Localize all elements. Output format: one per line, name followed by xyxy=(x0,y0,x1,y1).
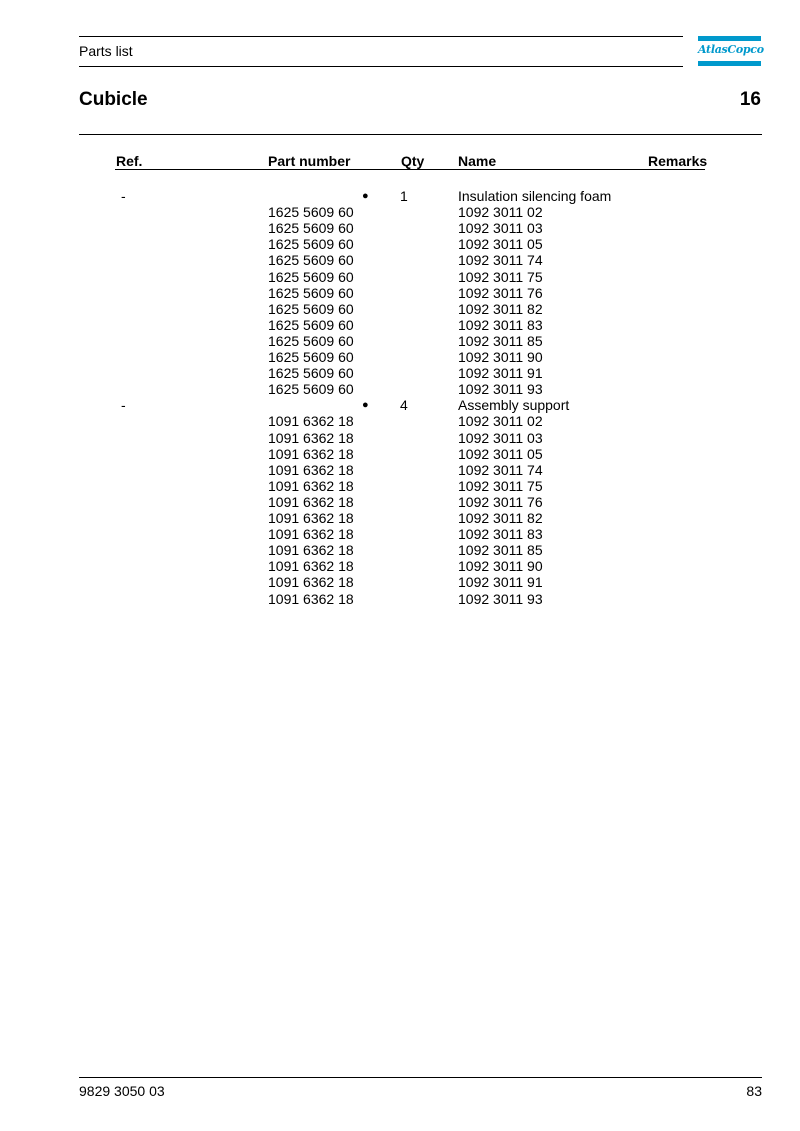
table-row xyxy=(0,285,800,301)
table-row xyxy=(0,558,800,574)
row-name: 1092 3011 91 xyxy=(458,574,543,591)
row-part-number: 1625 5609 60 xyxy=(268,381,354,398)
table-row xyxy=(0,462,800,478)
row-part-number: 1625 5609 60 xyxy=(268,220,354,237)
section-number: 16 xyxy=(739,89,761,110)
row-part-number: 1625 5609 60 xyxy=(268,316,354,333)
table-row xyxy=(0,510,800,526)
logo-text: AtlasCopco xyxy=(698,43,764,56)
row-name: Assembly support xyxy=(458,397,570,414)
row-ref: - xyxy=(121,188,126,204)
footer-rule xyxy=(79,1077,762,1078)
row-part-number: 1091 6362 18 xyxy=(268,493,354,510)
table-row xyxy=(0,188,800,204)
row-bullet: ● xyxy=(362,190,369,202)
table-row xyxy=(0,494,800,510)
column-header-ref: Ref. xyxy=(116,153,143,169)
row-part-number: 1091 6362 18 xyxy=(268,558,354,575)
header-label: Parts list xyxy=(79,43,133,59)
row-name: 1092 3011 91 xyxy=(458,365,543,382)
header-rule-bottom xyxy=(79,66,683,67)
table-row xyxy=(0,591,800,607)
row-part-number: 1091 6362 18 xyxy=(268,445,354,462)
row-part-number: 1625 5609 60 xyxy=(268,236,354,253)
row-name: 1092 3011 02 xyxy=(458,413,543,430)
row-name: 1092 3011 93 xyxy=(458,590,543,607)
row-part-number: 1091 6362 18 xyxy=(268,510,354,526)
row-name: 1092 3011 83 xyxy=(458,526,543,543)
row-qty: 1 xyxy=(400,188,408,204)
table-row xyxy=(0,526,800,542)
table-row xyxy=(0,446,800,462)
row-part-number: 1625 5609 60 xyxy=(268,204,354,221)
table-row xyxy=(0,413,800,429)
row-name: 1092 3011 76 xyxy=(458,493,543,510)
row-name: 1092 3011 82 xyxy=(458,510,543,526)
header-rule-top xyxy=(79,36,683,37)
table-row xyxy=(0,220,800,236)
row-ref: - xyxy=(121,397,126,414)
row-part-number: 1625 5609 60 xyxy=(268,365,354,382)
column-header-remarks: Remarks xyxy=(648,153,708,169)
row-name: 1092 3011 90 xyxy=(458,349,543,365)
row-part-number: 1625 5609 60 xyxy=(268,268,354,285)
atlas-copco-logo xyxy=(698,36,764,66)
title-rule xyxy=(79,134,762,135)
table-row xyxy=(0,430,800,446)
table-row xyxy=(0,349,800,365)
row-name: 1092 3011 03 xyxy=(458,220,543,237)
table-row xyxy=(0,365,800,381)
row-name: 1092 3011 05 xyxy=(458,236,543,253)
table-row xyxy=(0,478,800,494)
table-row xyxy=(0,236,800,252)
row-name: 1092 3011 74 xyxy=(458,461,543,478)
row-part-number: 1091 6362 18 xyxy=(268,413,354,430)
row-part-number: 1091 6362 18 xyxy=(268,542,354,559)
table-row xyxy=(0,397,800,413)
row-part-number: 1091 6362 18 xyxy=(268,574,354,591)
row-name: 1092 3011 74 xyxy=(458,252,543,269)
row-qty: 4 xyxy=(400,397,408,414)
row-name: Insulation silencing foam xyxy=(458,188,612,204)
logo-bar-top xyxy=(698,36,761,41)
table-row xyxy=(0,269,800,285)
column-header-qty: Qty xyxy=(401,153,425,169)
row-name: 1092 3011 82 xyxy=(458,300,543,317)
row-part-number: 1091 6362 18 xyxy=(268,429,354,446)
row-part-number: 1625 5609 60 xyxy=(268,332,354,349)
page-title: Cubicle xyxy=(79,89,148,110)
table-row xyxy=(0,301,800,317)
row-name: 1092 3011 85 xyxy=(458,542,543,559)
row-part-number: 1091 6362 18 xyxy=(268,526,354,543)
row-name: 1092 3011 83 xyxy=(458,316,543,333)
footer-doc-number: 9829 3050 03 xyxy=(79,1083,165,1099)
table-row xyxy=(0,204,800,220)
footer-page-number: 83 xyxy=(746,1083,762,1099)
row-name: 1092 3011 75 xyxy=(458,477,543,494)
row-name: 1092 3011 76 xyxy=(458,284,543,301)
table-row xyxy=(0,252,800,268)
row-name: 1092 3011 05 xyxy=(458,445,543,462)
column-header-name: Name xyxy=(458,153,497,169)
row-bullet: ● xyxy=(362,399,369,412)
table-row xyxy=(0,574,800,590)
table-row xyxy=(0,381,800,397)
row-part-number: 1625 5609 60 xyxy=(268,300,354,317)
row-part-number: 1091 6362 18 xyxy=(268,461,354,478)
table-row xyxy=(0,333,800,349)
row-name: 1092 3011 03 xyxy=(458,429,543,446)
row-part-number: 1625 5609 60 xyxy=(268,252,354,269)
row-name: 1092 3011 02 xyxy=(458,204,543,221)
row-name: 1092 3011 75 xyxy=(458,268,543,285)
row-name: 1092 3011 85 xyxy=(458,332,543,349)
row-part-number: 1091 6362 18 xyxy=(268,590,354,607)
row-name: 1092 3011 90 xyxy=(458,558,543,575)
row-part-number: 1625 5609 60 xyxy=(268,284,354,301)
row-part-number: 1091 6362 18 xyxy=(268,477,354,494)
column-header-part-number: Part number xyxy=(268,153,351,169)
table-row xyxy=(0,542,800,558)
table-row xyxy=(0,317,800,333)
logo-bar-bottom xyxy=(698,61,761,66)
row-name: 1092 3011 93 xyxy=(458,381,543,398)
row-part-number: 1625 5609 60 xyxy=(268,349,354,365)
table-header-rule xyxy=(115,169,705,170)
